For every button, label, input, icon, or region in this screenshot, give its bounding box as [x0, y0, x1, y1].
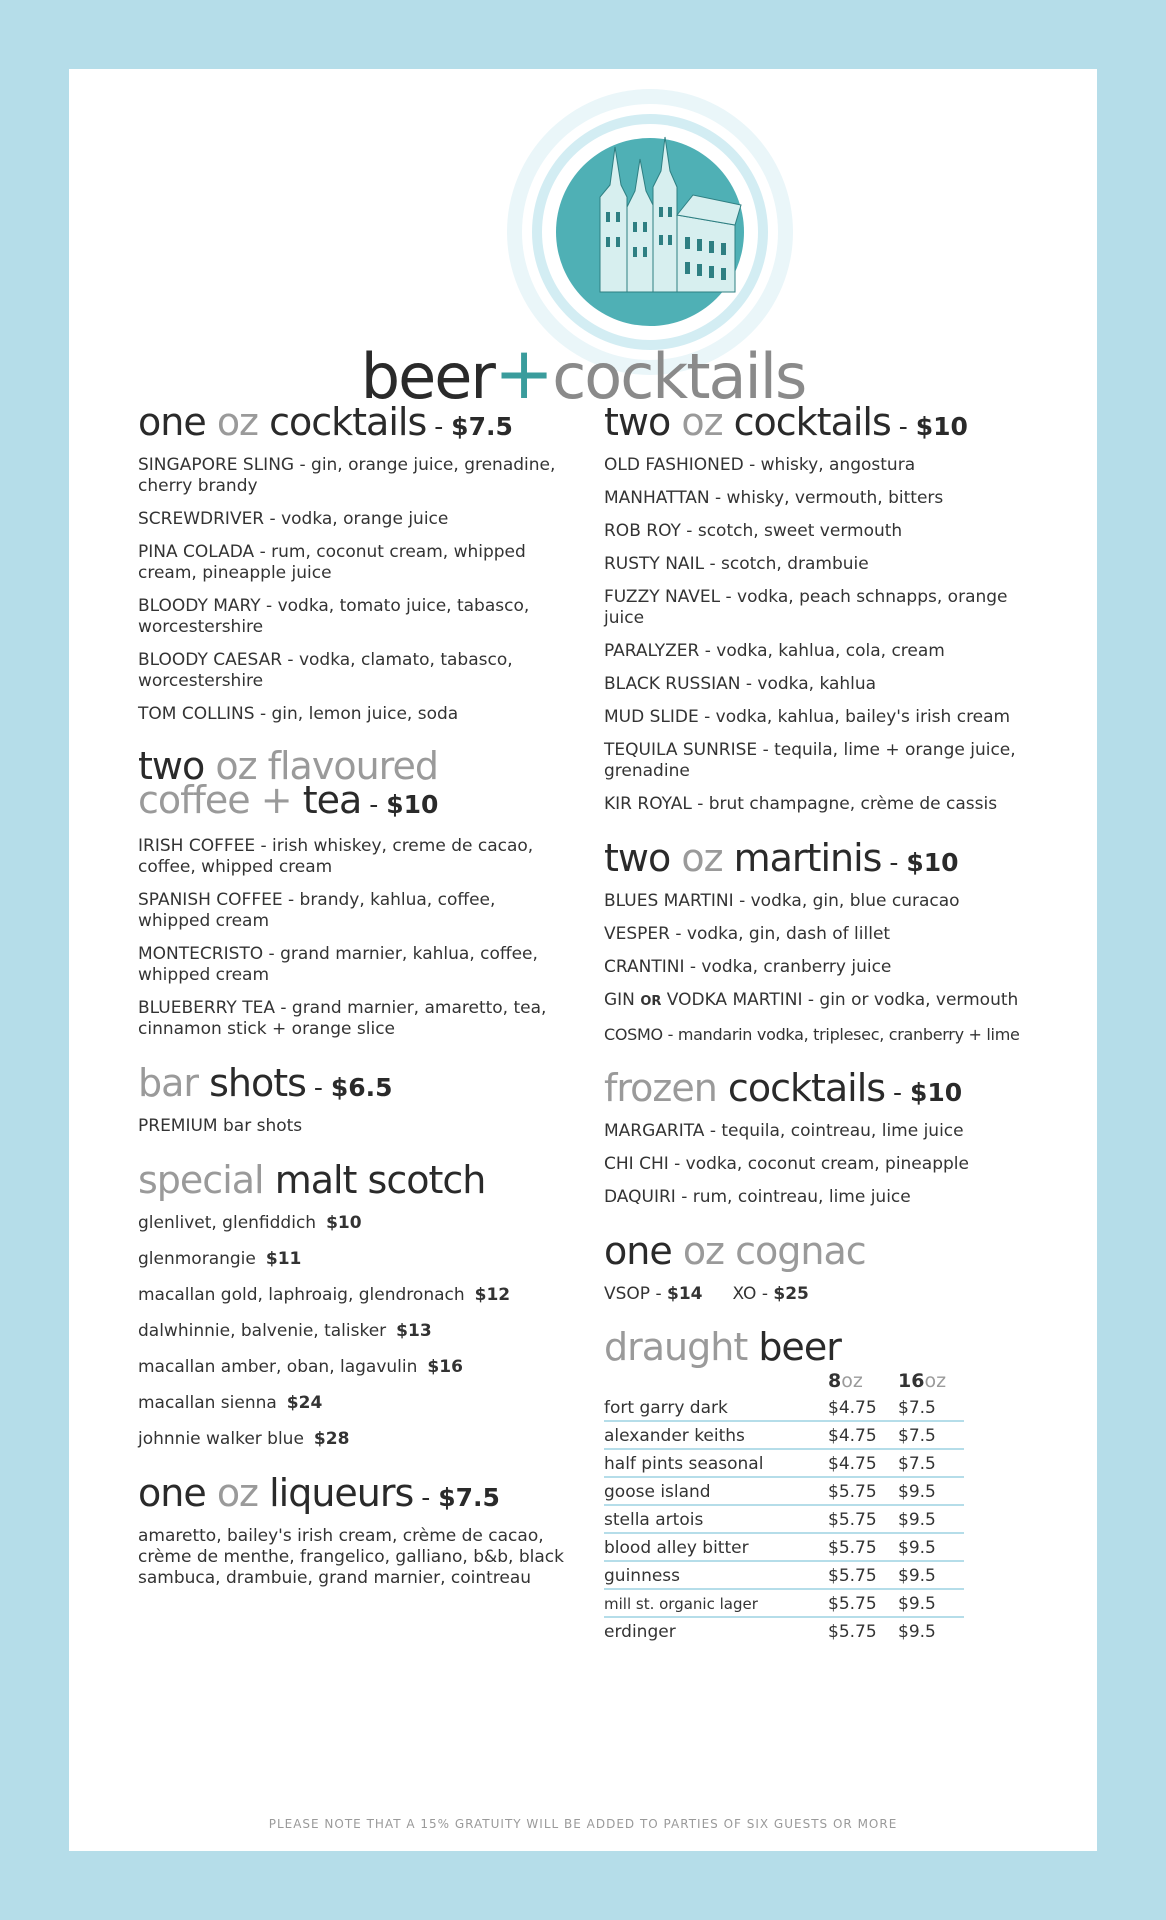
menu-item: CHI CHI - vodka, coconut cream, pineapple — [604, 1154, 969, 1174]
table-header-row — [604, 1370, 964, 1394]
section-heading: draught beer — [604, 1325, 841, 1369]
menu-title — [69, 331, 1097, 415]
table-row: blood alley bitter $5.75 $9.5 — [604, 1533, 964, 1561]
section-heading: one oz cocktails - $7.5 — [138, 400, 513, 444]
section-liqueurs — [138, 1471, 568, 1589]
table-row: alexander keiths $4.75 $7.5 — [604, 1421, 964, 1449]
title-plus: + — [493, 331, 553, 415]
section-frozen-cocktails — [604, 1066, 1044, 1208]
column-header-8oz: 8oz — [828, 1370, 863, 1392]
menu-item: SINGAPORE SLING - gin, orange juice, grenadine, cherry brandy — [138, 455, 556, 496]
menu-item: GIN OR VODKA MARTINI - gin or vodka, vermouth — [604, 990, 1019, 1010]
section-heading: one oz cognac — [604, 1229, 866, 1273]
menu-item: TEQUILA SUNRISE - tequila, lime + orange juice, grenadine — [604, 740, 1016, 781]
table-row: goose island $5.75 $9.5 — [604, 1477, 964, 1505]
table-row: fort garry dark $4.75 $7.5 — [604, 1394, 964, 1421]
section-cognac — [604, 1229, 1044, 1304]
menu-item: RUSTY NAIL - scotch, drambuie — [604, 554, 869, 574]
menu-item: MONTECRISTO - grand marnier, kahlua, coffee, whipped cream — [138, 944, 538, 985]
section-malt-scotch — [138, 1158, 568, 1450]
menu-item: BLUEBERRY TEA - grand marnier, amaretto, tea, cinnamon stick + orange slice — [138, 998, 547, 1039]
scotch-item: dalwhinnie, balvenie, talisker $13 — [138, 1321, 432, 1341]
menu-item: OLD FASHIONED - whisky, angostura — [604, 455, 916, 475]
menu-item: CRANTINI - vodka, cranberry juice — [604, 957, 892, 977]
menu-item: FUZZY NAVEL - vodka, peach schnapps, orange juice — [604, 587, 1008, 628]
section-martinis — [604, 836, 1044, 1045]
section-heading: two oz martinis - $10 — [604, 836, 959, 880]
title-word-cocktails: cocktails — [552, 340, 806, 413]
table-row: guinness $5.75 $9.5 — [604, 1561, 964, 1589]
gratuity-note: PLEASE NOTE THAT A 15% GRATUITY WILL BE ADDED TO PARTIES OF SIX GUESTS OR MORE — [268, 1817, 898, 1831]
scotch-item: macallan gold, laphroaig, glendronach $12 — [138, 1285, 511, 1305]
section-one-oz-cocktails — [138, 400, 568, 725]
menu-item: IRISH COFFEE - irish whiskey, creme de cacao, coffee, whipped cream — [138, 836, 534, 877]
scotch-item: glenmorangie $11 — [138, 1249, 302, 1269]
menu-item: BLOODY MARY - vodka, tomato juice, tabasco, worcestershire — [138, 596, 530, 637]
section-two-oz-cocktails — [604, 400, 1044, 815]
scotch-item: macallan sienna $24 — [138, 1393, 323, 1413]
section-heading: two oz cocktails - $10 — [604, 400, 968, 444]
liqueurs-list: amaretto, bailey's irish cream, crème de cacao, crème de menthe, frangelico, galliano, b&b, black sambuca, drambuie, grand marnier, cointreau — [138, 1526, 564, 1588]
menu-item: MANHATTAN - whisky, vermouth, bitters — [604, 488, 944, 508]
menu-item: BLACK RUSSIAN - vodka, kahlua — [604, 674, 877, 694]
right-column — [604, 400, 1044, 1668]
menu-item: SPANISH COFFEE - brandy, kahlua, coffee, whipped cream — [138, 890, 496, 931]
cognac-prices: VSOP - $14 XO - $25 — [604, 1284, 809, 1304]
scotch-item: johnnie walker blue $28 — [138, 1429, 350, 1449]
scotch-item: macallan amber, oban, lagavulin $16 — [138, 1357, 463, 1377]
menu-item: MUD SLIDE - vodka, kahlua, bailey's irish cream — [604, 707, 1011, 727]
table-row: half pints seasonal $4.75 $7.5 — [604, 1449, 964, 1477]
menu-item: TOM COLLINS - gin, lemon juice, soda — [138, 704, 459, 724]
menu-item: VESPER - vodka, gin, dash of lillet — [604, 924, 891, 944]
menu-item: BLUES MARTINI - vodka, gin, blue curacao — [604, 891, 960, 911]
left-column — [138, 400, 568, 1613]
column-header-16oz: 16oz — [898, 1370, 947, 1392]
section-bar-shots — [138, 1061, 568, 1137]
section-coffee-tea — [138, 744, 568, 1040]
section-heading: frozen cocktails - $10 — [604, 1066, 963, 1110]
menu-item: KIR ROYAL - brut champagne, crème de cassis — [604, 794, 998, 814]
section-draught-beer — [604, 1325, 1044, 1644]
menu-item: PINA COLADA - rum, coconut cream, whipped cream, pineapple juice — [138, 542, 526, 583]
section-heading: special malt scotch — [138, 1158, 486, 1202]
menu-item: DAQUIRI - rum, cointreau, lime juice — [604, 1187, 911, 1207]
section-heading: bar shots - $6.5 — [138, 1061, 393, 1105]
menu-item: MARGARITA - tequila, cointreau, lime juice — [604, 1121, 964, 1141]
section-heading: one oz liqueurs - $7.5 — [138, 1471, 500, 1515]
menu-item: COSMO - mandarin vodka, triplesec, cranberry + lime — [604, 1025, 1020, 1044]
section-heading: two oz flavoured coffee + tea - $10 — [138, 744, 439, 822]
menu-item: SCREWDRIVER - vodka, orange juice — [138, 509, 449, 529]
table-row: erdinger $5.75 $9.5 — [604, 1622, 936, 1642]
menu-item: PREMIUM bar shots — [138, 1116, 303, 1136]
scotch-item: glenlivet, glenfiddich $10 — [138, 1213, 362, 1233]
table-row: mill st. organic lager $5.75 $9.5 — [604, 1589, 964, 1617]
menu-item: ROB ROY - scotch, sweet vermouth — [604, 521, 903, 541]
table-row: stella artois $5.75 $9.5 — [604, 1505, 964, 1533]
draught-beer-table — [604, 1370, 964, 1644]
menu-item: BLOODY CAESAR - vodka, clamato, tabasco, worcestershire — [138, 650, 513, 691]
menu-item: PARALYZER - vodka, kahlua, cola, cream — [604, 641, 945, 661]
title-word-beer: beer — [360, 340, 494, 413]
